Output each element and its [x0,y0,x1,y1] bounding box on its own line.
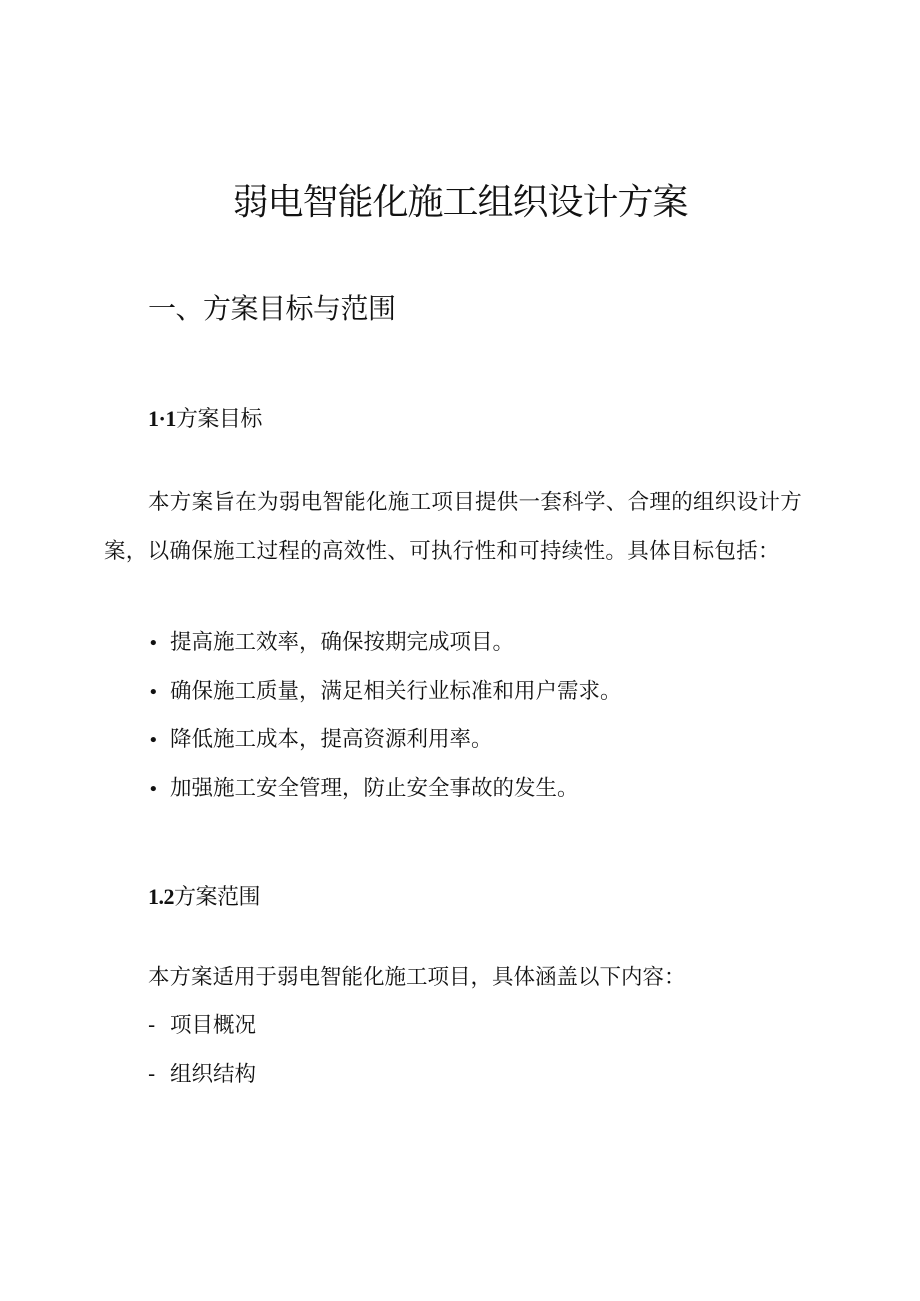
bullet-icon: • [148,681,159,703]
list-item-text: 降低施工成本，提高资源利用率。 [170,727,493,752]
subsection-title: 方案目标 [175,407,262,432]
list-item [148,619,622,668]
list-item-text: 项目概况 [170,1013,257,1038]
list-item-text: 组织结构 [170,1061,257,1087]
goals-intro-paragraph: 本方案旨在为弱电智能化施工项目提供一套科学、合理的组织设计方案，以确保施工过程的高效性、可执行性和可持续性。具体目标包括： [104,490,803,564]
section-heading: 一、方案目标与范围 [148,292,396,325]
document-title: 弱电智能化施工组织设计方案 [232,182,688,223]
list-item-text: 确保施工质量，满足相关行业标准和用户需求。 [170,678,622,704]
goals-bullet-list [148,619,622,813]
bullet-icon: • [148,730,159,751]
list-item [148,765,622,814]
subsection-title: 方案范围 [174,885,261,910]
scope-dash-list [148,1002,256,1099]
subsection-heading-scope [148,881,260,914]
subsection-heading-goals [148,403,262,436]
scope-intro-paragraph: 本方案适用于弱电智能化施工项目，具体涵盖以下内容： [148,965,686,990]
bullet-icon: • [148,633,159,654]
dash-icon: - [148,1061,156,1087]
list-item [148,1002,256,1051]
subsection-number: 1·1 [148,406,176,431]
subsection-number: 1.2 [148,884,174,909]
list-item [148,716,622,765]
bullet-icon: • [148,778,159,800]
list-item [148,1051,256,1100]
list-item-text: 加强施工安全管理，防止安全事故的发生。 [170,775,579,801]
list-item-text: 提高施工效率，确保按期完成项目。 [170,630,515,655]
list-item [148,668,622,717]
dash-icon: - [148,1013,156,1038]
